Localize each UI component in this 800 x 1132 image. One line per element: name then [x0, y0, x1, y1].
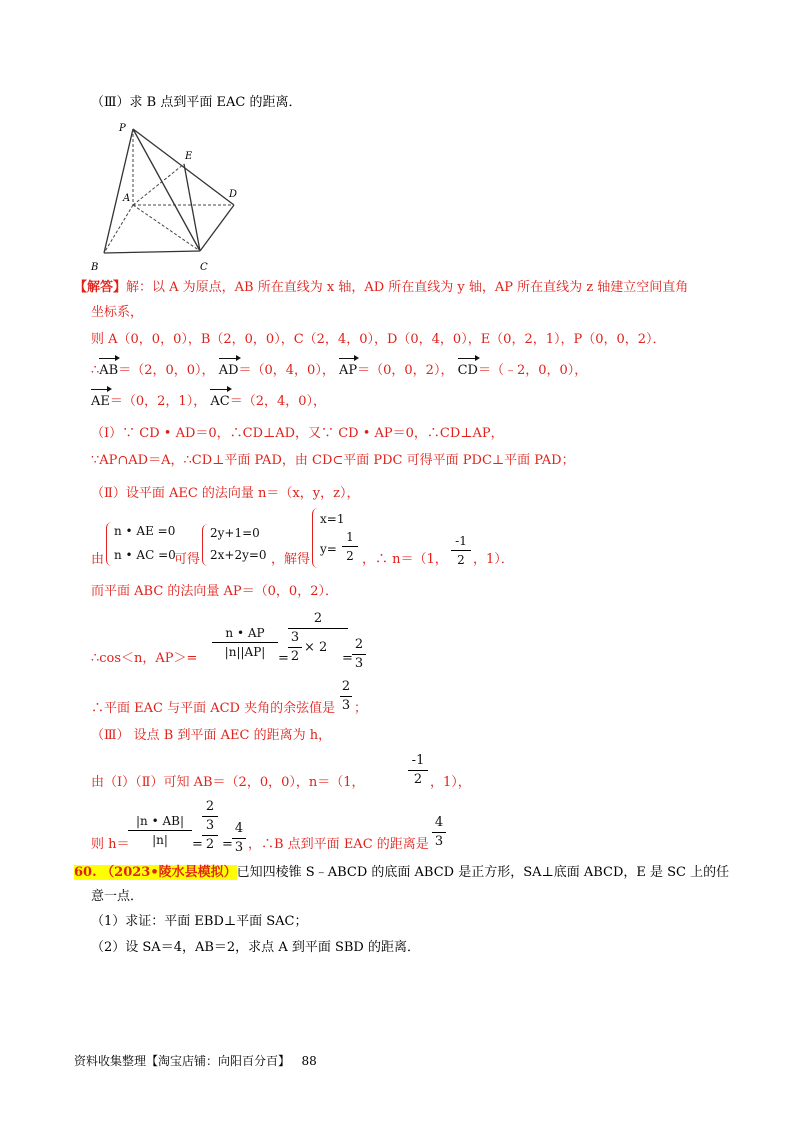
sol-2: y=: [320, 542, 337, 556]
q60-sub-2: （2）设 SA＝4，AB＝2，求点 A 到平面 SBD 的距离．: [91, 940, 420, 955]
system-tail: ，∴ n＝（1，: [362, 552, 448, 567]
system-mid: 可得: [174, 552, 201, 567]
h-frac: |n • AB| |n|: [128, 812, 192, 849]
eq-3: 2y+1=0: [210, 526, 260, 540]
system-solve: ，解得: [271, 552, 311, 567]
h-final-frac: 4 3: [432, 814, 446, 851]
cos-frac-2: 2 $\frac{3}{2}$ × 2: [288, 610, 348, 666]
part2-line: （Ⅱ）设平面 AEC 的法向量 n＝（x，y，z），: [91, 486, 360, 501]
part3-known: 由（Ⅰ）（Ⅱ）可知 AB＝（2，0，0），n＝（1，: [91, 775, 365, 790]
part3-heading: （Ⅲ）求 B 点到平面 EAC 的距离．: [91, 95, 302, 110]
label-b: B: [91, 262, 99, 273]
n-tail: ，1）．: [473, 552, 514, 567]
part3-line: （Ⅲ） 设点 B 到平面 AEC 的距离为 h，: [91, 728, 332, 743]
answer-intro: 【解答】解：以 A 为原点，AB 所在直线为 x 轴，AD 所在直线为 y 轴，AP 所在直线为 z 轴建立空间直角: [74, 280, 689, 295]
eq-2: n • AC =0: [114, 548, 176, 562]
cos-frac: n • AP |n||AP|: [212, 624, 278, 661]
sol-1: x=1: [320, 512, 345, 526]
system-lead: 由: [91, 552, 105, 567]
cos-result-frac: 2 3: [352, 636, 366, 673]
cos-end: ；: [354, 701, 368, 716]
eq-4: 2x+2y=0: [210, 548, 267, 562]
label-d: D: [229, 189, 238, 200]
label-p: P: [119, 123, 126, 134]
pyramid-figure: [88, 117, 248, 277]
cos-val-frac: 2 3: [341, 679, 351, 713]
cos-result: ∴平面 EAC 与平面 ACD 夹角的余弦值是: [91, 701, 336, 716]
n-frac: -1 2: [451, 532, 471, 569]
label-e: E: [185, 151, 193, 162]
footer: 资料收集整理【淘宝店铺：向阳百分百】 88: [74, 1054, 317, 1068]
h-tail: ，∴B 点到平面 EAC 的距离是: [248, 837, 429, 852]
cos-prefix: ∴cos＜n，AP＞=: [91, 651, 198, 666]
part3-n-frac: -1 2: [408, 752, 428, 789]
part1-line-2: ∵AP∩AD＝A，∴CD⊥平面 PAD，由 CD⊂平面 PDC 可得平面 PDC⊥平面 PAD；: [91, 453, 575, 468]
part1-line: （Ⅰ）∵ CD • AD＝0，∴CD⊥AD，又∵ CD • AP＝0，∴CD⊥AP，: [91, 426, 504, 441]
abc-normal: 而平面 ABC 的法向量 AP＝（0，0，2）．: [91, 584, 338, 599]
page-number: 88: [301, 1054, 317, 1068]
coords-line: 则 A（0，0，0），B（2，0，0），C（2，4，0），D（0，4，0），E（0，2，1），P（0，0，2）．: [91, 332, 666, 347]
q60-sub-1: （1）求证：平面 EBD⊥平面 SAC；: [91, 914, 308, 929]
h-frac-2: 2 3 2: [202, 798, 218, 854]
sol-2-frac: 1 2: [342, 528, 358, 565]
label-a: A: [123, 193, 131, 204]
eq-1: n • AE =0: [114, 524, 176, 538]
answer-intro-2: 坐标系，: [91, 305, 144, 320]
q60-line-2: 意一点．: [91, 889, 144, 904]
h-result-frac: 4 3: [232, 820, 246, 857]
h-prefix: 则 h＝: [91, 837, 130, 852]
part3-known-end: ，1），: [430, 775, 471, 790]
q60-line: 60. （2023•陵水县模拟）已知四棱锥 S﹣ABCD 的底面 ABCD 是正方形，SA⊥底面 ABCD，E 是 SC 上的任: [74, 865, 730, 880]
label-c: C: [200, 262, 208, 273]
vector-line-1: ∴AB＝（2，0，0）， AD＝（0，4，0）， AP＝（0，0，2）， CD＝（﹣2，0，0），: [91, 363, 588, 378]
vector-line-2: AE＝（0，2，1）， AC＝（2，4，0），: [91, 394, 327, 409]
